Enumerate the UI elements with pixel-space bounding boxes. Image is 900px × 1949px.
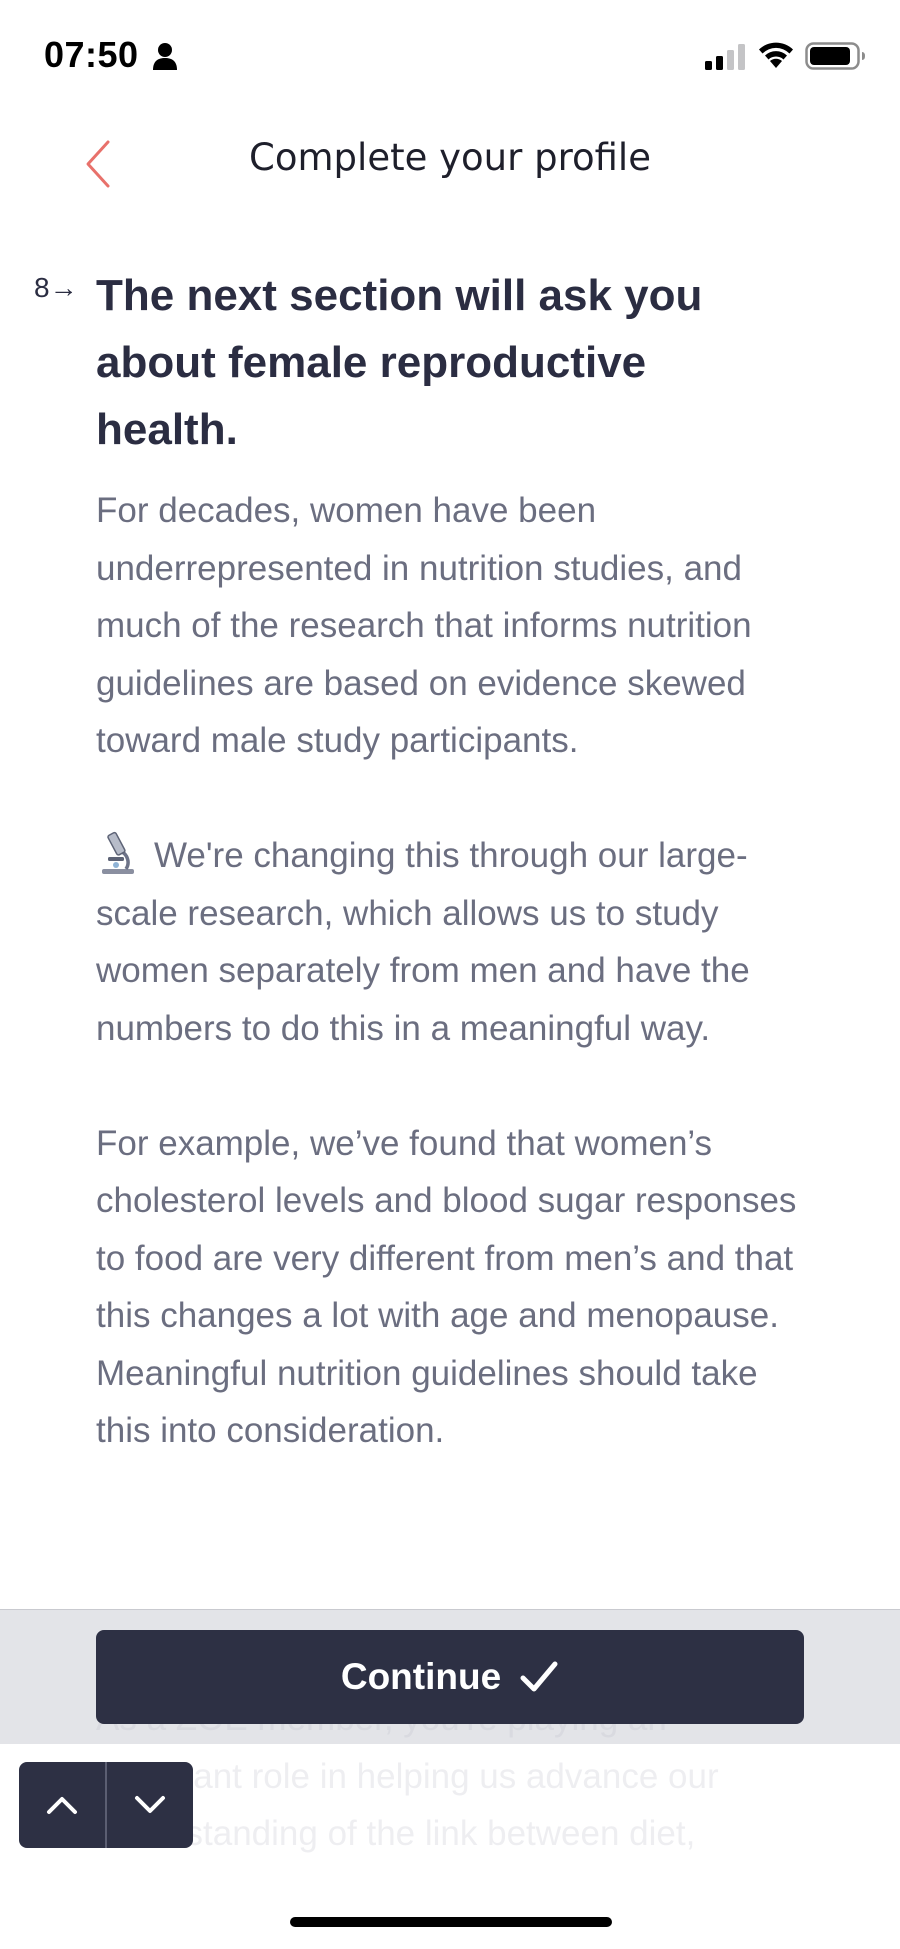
page-title: Complete your profile xyxy=(249,136,651,179)
chevron-up-icon xyxy=(45,1794,79,1816)
header xyxy=(0,110,900,210)
check-icon xyxy=(519,1659,559,1695)
question-navigation xyxy=(19,1762,193,1848)
continue-label: Continue xyxy=(340,1656,502,1697)
description-paragraph-1: For decades, women have been underrepresented in nutrition studies, and much of the research that informs nutrition guidelines are based on evidence skewed toward male study participants. xyxy=(96,491,752,760)
question-number: 8→ xyxy=(34,272,78,303)
person-icon xyxy=(152,42,178,70)
continue-button[interactable] xyxy=(96,1630,804,1724)
battery-icon xyxy=(805,41,867,71)
question-title: The next section will ask you about female reproductive health. xyxy=(96,271,703,454)
cellular-signal-icon xyxy=(705,44,747,70)
home-indicator[interactable] xyxy=(290,1917,612,1927)
chevron-down-icon xyxy=(133,1794,167,1816)
description-paragraph-2-text: We're changing this through our large-scale research, which allows us to study women separately from men and have the numbers to do this in a meaningful way. xyxy=(96,836,750,1048)
status-bar xyxy=(0,0,900,110)
next-question-button[interactable] xyxy=(107,1762,193,1848)
description-paragraph-3: For example, we’ve found that women’s cholesterol levels and blood sugar responses to food are very different from men’s and that this changes a lot with age and menopause. Meaningful nutrition guidelines should take this into consideration. xyxy=(96,1123,797,1450)
question-content xyxy=(0,210,900,1610)
microscope-icon xyxy=(96,831,140,875)
description-paragraph-2 xyxy=(96,827,816,1057)
status-time: 07:50 xyxy=(44,34,139,75)
previous-question-button[interactable] xyxy=(19,1762,105,1848)
wifi-icon xyxy=(757,40,795,70)
question-description xyxy=(96,482,816,1517)
